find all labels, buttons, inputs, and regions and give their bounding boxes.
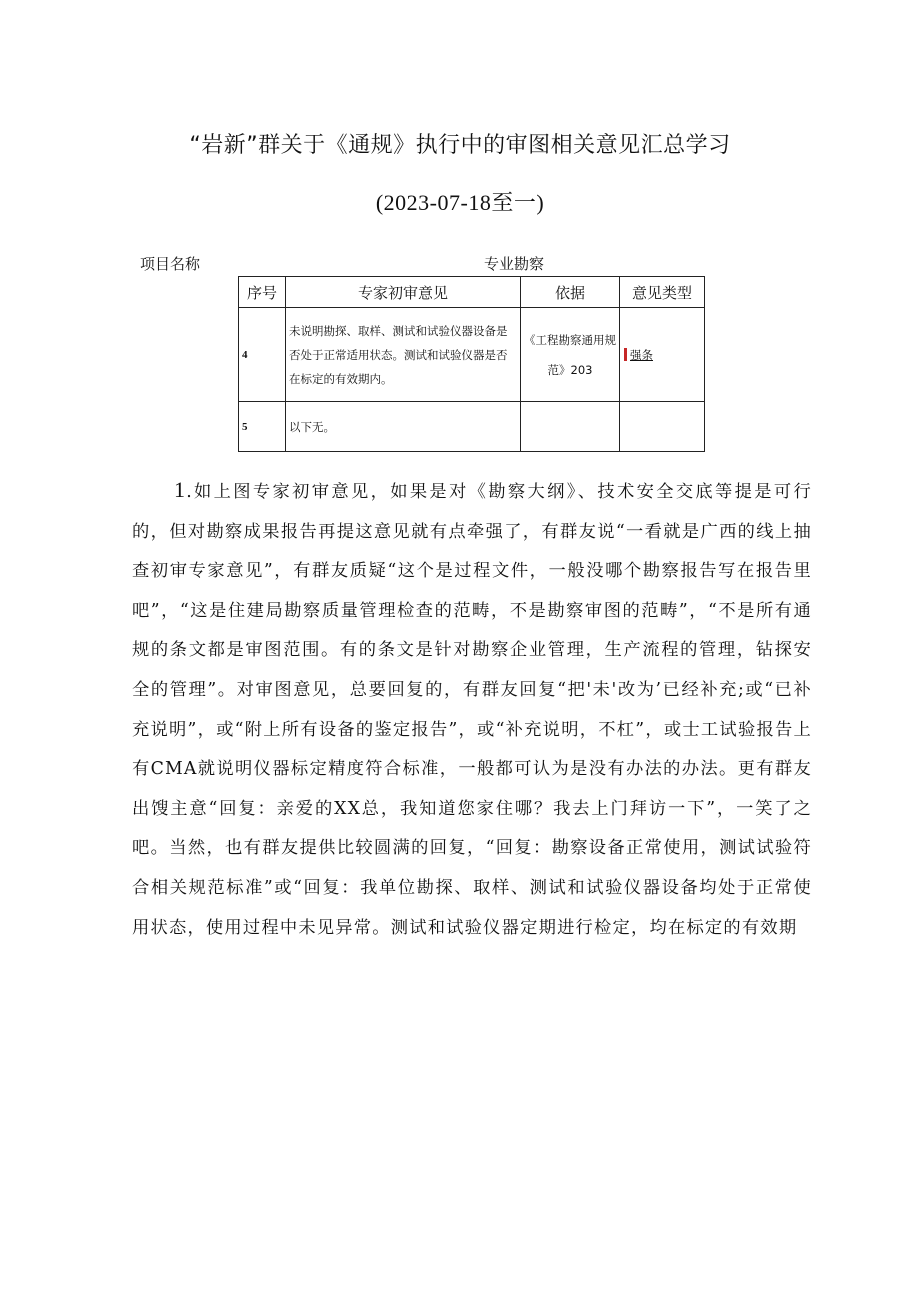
paragraph-number: 1 bbox=[174, 477, 187, 502]
row-basis bbox=[521, 402, 620, 452]
table-header-row bbox=[239, 277, 705, 308]
row-number: 4 bbox=[239, 308, 286, 402]
column-header-type: 意见类型 bbox=[620, 277, 705, 308]
row-number: 5 bbox=[239, 402, 286, 452]
row-type: 强条 bbox=[630, 347, 653, 362]
red-marker-icon bbox=[624, 348, 627, 361]
column-header-basis: 依据 bbox=[521, 277, 620, 308]
review-opinions-table bbox=[238, 276, 705, 452]
column-header-opinion: 专家初审意见 bbox=[286, 277, 521, 308]
table-row bbox=[239, 308, 705, 402]
row-type-cell bbox=[620, 308, 705, 402]
row-basis: 《工程勘察通用规范》203 bbox=[521, 308, 620, 402]
discipline-label: 专业勘察 bbox=[484, 255, 545, 273]
column-header-no: 序号 bbox=[239, 277, 286, 308]
project-name-label: 项目名称 bbox=[140, 255, 201, 273]
paragraph-text: .如上图专家初审意见，如果是对《勘察大纲》、技术安全交底等提是可行的，但对勘察成果报告再提这意见就有点牵强了，有群友说“一看就是广西的线上抽查初审专家意见”，有群友质疑“这个是过程文件，一般没哪个勘察报告写在报告里吧”，“这是住建局勘察质量管理检查的范畴，不是勘察审图的范畴”，“不是所有通规的条文都是审图范围。有的条文是针对勘察企业管理，生产流程的管理，钻探安全的管理”。对审图意见，总要回复的，有群友回复“把'未'改为’已经补充;或“已补充说明”，或“附上所有设备的鉴定报告”，或“补充说明，不杠”，或士工试验报告上有CMA就说明仪器标定精度符合标准，一般都可认为是没有办法的办法。更有群友出馊主意“回复：亲爱的XX总，我知道您家住哪？我去上门拜访一下”，一笑了之吧。当然，也有群友提供比较圆满的回复，“回复：勘察设备正常使用，测试试验符合相关规范标准”或“回复：我单位勘探、取样、测试和试验仪器设备均处于正常使用状态，使用过程中未见异常。测试和试验仪器定期进行检定，均在标定的有效期 bbox=[132, 482, 812, 938]
page-subtitle: (2023-07-18至一) bbox=[375, 190, 545, 215]
table-row bbox=[239, 402, 705, 452]
row-type bbox=[620, 402, 705, 452]
page-title: “岩新”群关于《通规》执行中的审图相关意见汇总学习 bbox=[189, 133, 731, 158]
body-paragraph bbox=[132, 470, 812, 948]
row-opinion: 未说明勘探、取样、测试和试验仪器设备是否处于正常适用状态。测试和试验仪器是否在标定的有效期内。 bbox=[286, 308, 521, 402]
row-opinion: 以下无。 bbox=[286, 402, 521, 452]
